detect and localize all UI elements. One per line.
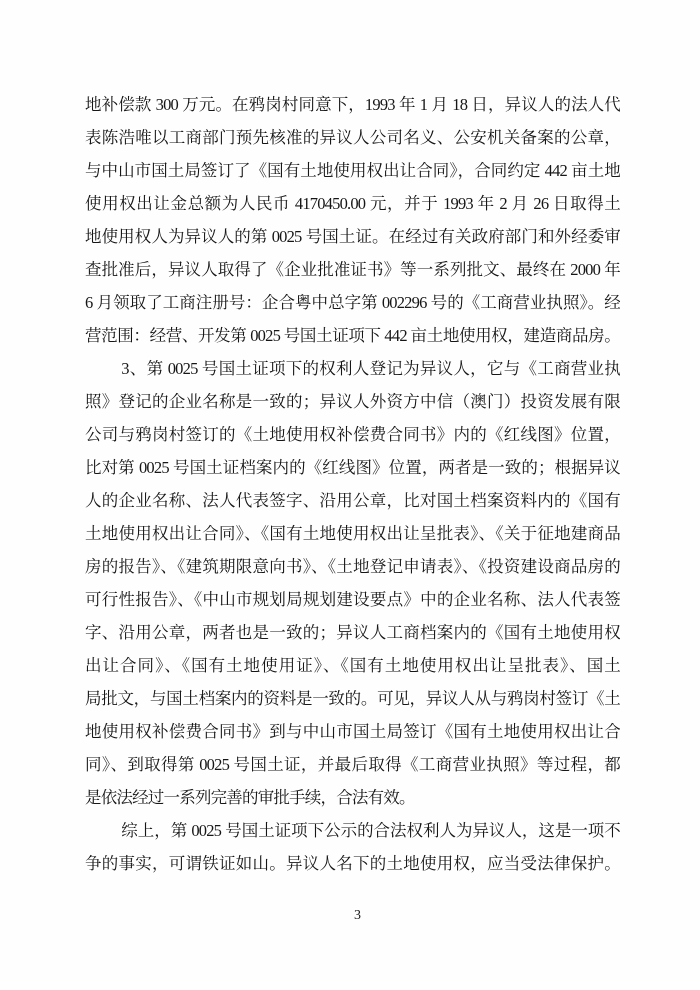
document-body	[85, 88, 620, 880]
document-line: 表陈浩唯以工商部门预先核准的异议人公司名义、公安机关备案的公章，	[85, 128, 620, 147]
document-line: 同》、到取得第 0025 号国土证，并最后取得《工商营业执照》等过程，都	[85, 755, 620, 774]
document-line: 与中山市国土局签订了《国有土地使用权出让合同》，合同约定 442 亩土地	[85, 161, 620, 180]
document-line: 房的报告》、《建筑期限意向书》、《土地登记申请表》、《投资建设商品房的	[85, 557, 620, 576]
document-line: 局批文，与国土档案内的资料是一致的。可见，异议人从与鸦岗村签订《土	[85, 689, 620, 708]
document-line: 查批准后，异议人取得了《企业批准证书》等一系列批文、最终在 2000 年	[85, 260, 620, 279]
document-line: 公司与鸦岗村签订的《土地使用权补偿费合同书》内的《红线图》位置，	[85, 425, 620, 444]
document-line: 6 月领取了工商注册号：企合粤中总字第 002296 号的《工商营业执照》。经	[85, 293, 620, 312]
document-line: 地补偿款 300 万元。在鸦岗村同意下，1993 年 1 月 18 日，异议人的法人代	[85, 95, 620, 114]
document-line: 字、沿用公章，两者也是一致的；异议人工商档案内的《国有土地使用权	[85, 623, 620, 642]
document-line: 可行性报告》、《中山市规划局规划建设要点》中的企业名称、法人代表签	[85, 590, 620, 609]
document-line: 是依法经过一系列完善的审批手续，合法有效。	[85, 788, 415, 807]
document-line: 人的企业名称、法人代表签字、沿用公章，比对国土档案资料内的《国有	[85, 491, 620, 510]
document-line: 照》登记的企业名称是一致的；异议人外资方中信（澳门）投资发展有限	[85, 392, 620, 411]
document-line: 比对第 0025 号国土证档案内的《红线图》位置，两者是一致的；根据异议	[85, 458, 620, 477]
document-line: 出让合同》、《国有土地使用证》、《国有土地使用权出让呈批表》、国土	[85, 656, 620, 675]
document-line: 营范围：经营、开发第 0025 号国土证项下 442 亩土地使用权，建造商品房。	[85, 326, 620, 345]
page-number: 3	[354, 908, 361, 923]
document-line: 地使用权补偿费合同书》到与中山市国土局签订《国有土地使用权出让合	[85, 722, 620, 741]
document-line: 地使用权人为异议人的第 0025 号国土证。在经过有关政府部门和外经委审	[85, 227, 620, 246]
document-line: 3、第 0025 号国土证项下的权利人登记为异议人，它与《工商营业执	[121, 359, 620, 378]
document-line: 综上，第 0025 号国土证项下公示的合法权利人为异议人，这是一项不	[121, 821, 620, 840]
document-line: 争的事实，可谓铁证如山。异议人名下的土地使用权，应当受法律保护。	[85, 854, 620, 873]
document-line: 土地使用权出让合同》、《国有土地使用权出让呈批表》、《关于征地建商品	[85, 524, 620, 543]
document-line: 使用权出让金总额为人民币 4170450.00 元，并于 1993 年 2 月 26 日取得土	[85, 194, 620, 213]
